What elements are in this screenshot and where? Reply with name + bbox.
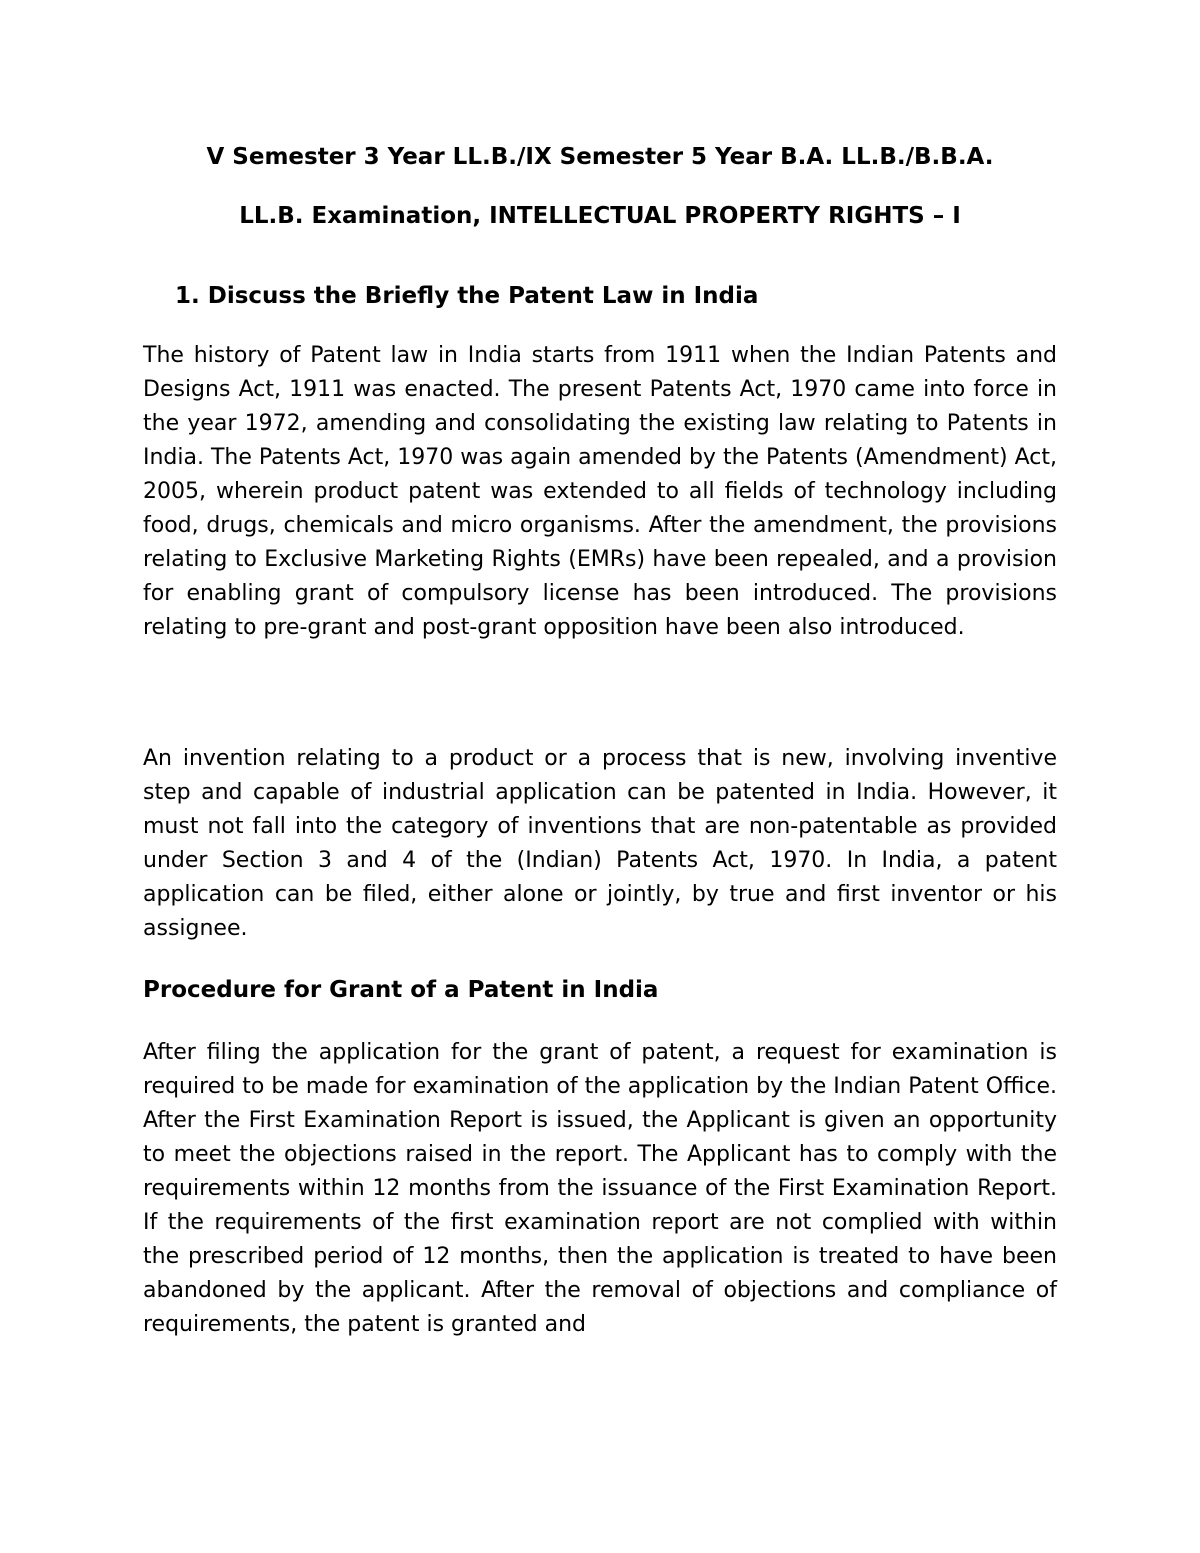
paragraph-patentable-invention: An invention relating to a product or a process that is new, involving inventive step and capable of industrial application can be patented in India. However, it must not fall into the category of inventions that are non-patentable as provided under Section 3 and 4 of the (Indian) Patents Act, 1970. In India, a patent application can be filed, either alone or jointly, by true and first inventor or his assignee.	[143, 746, 1057, 941]
exam-title-line-1: V Semester 3 Year LL.B./IX Semester 5 Year B.A. LL.B./B.B.A.	[206, 144, 994, 170]
exam-title-line-2: LL.B. Examination, INTELLECTUAL PROPERTY RIGHTS – I	[239, 203, 961, 229]
question-heading: 1. Discuss the Briefly the Patent Law in India	[175, 283, 759, 309]
procedure-heading: Procedure for Grant of a Patent in India	[143, 977, 659, 1003]
paragraph-grant-procedure: After filing the application for the grant of patent, a request for examination is required to be made for examination of the application by the Indian Patent Office. After the First Examination Report is issued, the Applicant is given an opportunity to meet the objections raised in the report. The Applicant has to comply with the requirements within 12 months from the issuance of the First Examination Report. If the requirements of the first examination report are not complied with within the prescribed period of 12 months, then the application is treated to have been abandoned by the applicant. After the removal of objections and compliance of requirements, the patent is granted and	[143, 1040, 1057, 1337]
paragraph-patent-history: The history of Patent law in India starts from 1911 when the Indian Patents and Designs Act, 1911 was enacted. The present Patents Act, 1970 came into force in the year 1972, amending and consolidating the existing law relating to Patents in India. The Patents Act, 1970 was again amended by the Patents (Amendment) Act, 2005, wherein product patent was extended to all fields of technology including food, drugs, chemicals and micro organisms. After the amendment, the provisions relating to Exclusive Marketing Rights (EMRs) have been repealed, and a provision for enabling grant of compulsory license has been introduced. The provisions relating to pre-grant and post-grant opposition have been also introduced.	[143, 343, 1057, 640]
